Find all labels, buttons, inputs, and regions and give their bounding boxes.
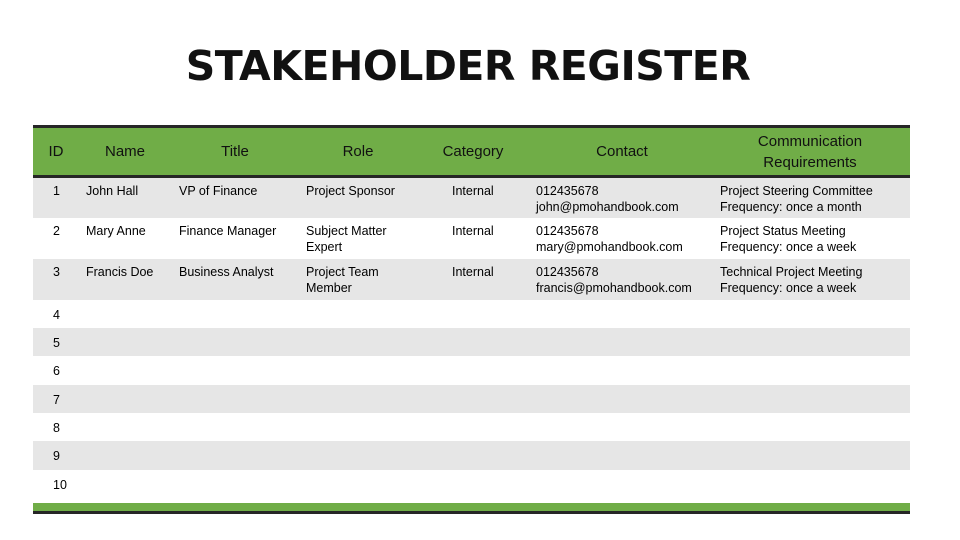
table-header xyxy=(33,125,910,178)
cell-id-line: 5 xyxy=(53,336,60,350)
table-row xyxy=(33,413,910,441)
cell-communication-line: Frequency: once a week xyxy=(720,281,857,295)
cell-name-line: Mary Anne xyxy=(86,224,146,238)
cell-id-line: 10 xyxy=(53,478,67,492)
table-row xyxy=(33,441,910,470)
cell-contact xyxy=(536,223,683,255)
cell-communication-line: Project Steering Committee xyxy=(720,184,873,198)
cell-name xyxy=(86,223,146,239)
cell-contact-line: 012435678 xyxy=(536,265,599,279)
cell-communication xyxy=(720,223,856,255)
cell-id-line: 9 xyxy=(53,449,60,463)
cell-title xyxy=(179,183,257,199)
column-header-communication: Communication Requirements xyxy=(757,132,863,171)
column-header-contact: Contact xyxy=(596,143,648,160)
cell-contact-line: francis@pmohandbook.com xyxy=(536,281,692,295)
cell-category-line: Internal xyxy=(452,265,494,279)
table-row xyxy=(33,300,910,328)
cell-category-line: Internal xyxy=(452,224,494,238)
cell-title-line: Finance Manager xyxy=(179,224,277,238)
table-body xyxy=(33,178,910,499)
cell-id xyxy=(53,392,60,408)
cell-name xyxy=(86,183,138,199)
cell-id-line: 1 xyxy=(53,184,60,198)
cell-communication xyxy=(720,183,873,215)
cell-name xyxy=(86,264,153,280)
cell-contact xyxy=(536,264,692,296)
column-header-name: Name xyxy=(104,143,145,160)
cell-id xyxy=(53,420,60,436)
cell-id xyxy=(53,335,60,351)
cell-name-line: John Hall xyxy=(86,184,139,198)
cell-communication-line: Frequency: once a month xyxy=(720,200,862,214)
column-header-role: Role xyxy=(342,143,374,160)
cell-name-line: Francis Doe xyxy=(86,265,154,279)
cell-id xyxy=(53,448,60,464)
page-title: STAKEHOLDER REGISTER xyxy=(185,42,751,90)
cell-title xyxy=(179,223,276,239)
cell-role-line: Subject Matter Expert xyxy=(306,224,387,254)
cell-contact-line: john@pmohandbook.com xyxy=(536,200,679,214)
table-row xyxy=(33,259,910,300)
cell-role-line: Project Sponsor xyxy=(306,184,395,198)
column-header-id: ID xyxy=(48,143,64,160)
cell-id-line: 6 xyxy=(53,364,60,378)
cell-id xyxy=(53,223,60,239)
cell-contact-line: 012435678 xyxy=(536,224,599,238)
cell-title-line: Business Analyst xyxy=(179,265,274,279)
cell-role-line: Project Team Member xyxy=(306,265,379,295)
cell-title xyxy=(179,264,274,280)
cell-id-line: 2 xyxy=(53,224,60,238)
table-row xyxy=(33,356,910,385)
cell-id xyxy=(53,307,60,323)
table-row xyxy=(33,328,910,356)
table-footer-bar xyxy=(33,503,910,514)
cell-role xyxy=(306,264,406,296)
cell-id xyxy=(53,183,60,199)
cell-category-line: Internal xyxy=(452,184,494,198)
cell-title-line: VP of Finance xyxy=(179,184,258,198)
cell-id xyxy=(53,477,67,493)
table-row xyxy=(33,178,910,218)
cell-id-line: 4 xyxy=(53,308,60,322)
table-row xyxy=(33,218,910,259)
cell-communication-line: Technical Project Meeting xyxy=(720,265,863,279)
cell-category xyxy=(452,264,494,280)
cell-category xyxy=(452,183,494,199)
cell-id xyxy=(53,264,60,280)
cell-id xyxy=(53,363,60,379)
cell-communication-line: Frequency: once a week xyxy=(720,240,857,254)
cell-role xyxy=(306,223,406,255)
cell-contact-line: 012435678 xyxy=(536,184,599,198)
cell-role xyxy=(306,183,406,199)
stakeholder-table xyxy=(33,125,910,499)
cell-id-line: 7 xyxy=(53,393,60,407)
cell-communication xyxy=(720,264,862,296)
cell-contact xyxy=(536,183,679,215)
cell-contact-line: mary@pmohandbook.com xyxy=(536,240,683,254)
cell-id-line: 8 xyxy=(53,421,60,435)
table-row xyxy=(33,470,910,499)
cell-category xyxy=(452,223,494,239)
cell-communication-line: Project Status Meeting xyxy=(720,224,846,238)
column-header-title: Title xyxy=(221,143,249,160)
column-header-category: Category xyxy=(442,143,504,160)
table-row xyxy=(33,385,910,413)
cell-id-line: 3 xyxy=(53,265,60,279)
